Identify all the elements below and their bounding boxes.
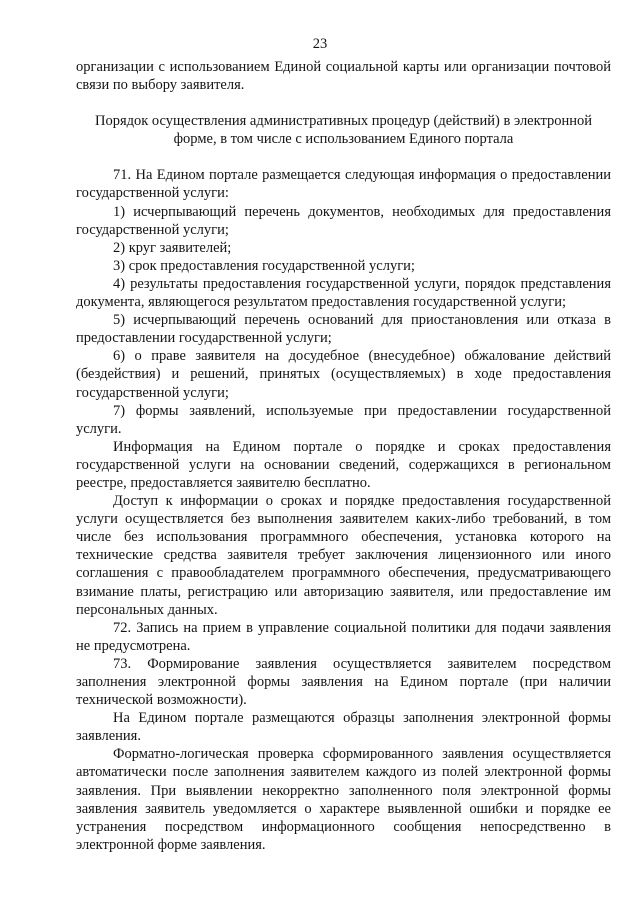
list-item-6: 6) о праве заявителя на досудебное (внесудебное) обжалование действий (бездействия) и решений, принятых (осуществляемых) в ходе предоставления государственной услуги; <box>76 348 611 401</box>
page-number: 23 <box>312 36 328 52</box>
paragraph-samples: На Едином портале размещаются образцы заполнения электронной формы заявления. <box>76 710 611 745</box>
paragraph-72: 72. Запись на прием в управление социальной политики для подачи заявления не предусмотрена. <box>76 619 611 654</box>
paragraph-access: Доступ к информации о сроках и порядке предоставления государственной услуги осуществляется без выполнения заявителем каких-либо требований, в том числе без использования программного обеспечения, установка которого на технические средства заявителя требует заключения лицензионного или иного соглашения с правообладателем программного обеспечения, предусматривающего взимание платы, регистрацию или авторизацию заявителя, или предоставление им персональных данных. <box>76 493 611 618</box>
paragraph-73: 73. Формирование заявления осуществляется заявителем посредством заполнения электронной формы заявления на Едином портале (при наличии технической возможности). <box>76 655 611 709</box>
paragraph-71: 71. На Едином портале размещается следующая информация о предоставлении государственной услуги: <box>76 167 611 202</box>
list-item-4: 4) результаты предоставления государственной услуги, порядок представления документа, являющегося результатом предоставления государственной услуги; <box>76 275 611 311</box>
list-item-2: 2) круг заявителей; <box>113 239 232 256</box>
paragraph-validation: Форматно-логическая проверка сформированного заявления осуществляется автоматически после заполнения заявителем каждого из полей электронной формы заявления. При выявлении некорректно заполненного поля электронной формы заявления заявитель уведомляется о характере выявленной ошибки и порядке ее устранения посредством информационного сообщения непосредственно в электронной форме заявления. <box>76 746 611 853</box>
list-item-7: 7) формы заявлений, используемые при предоставлении государственной услуги. <box>76 402 611 437</box>
list-item-1: 1) исчерпывающий перечень документов, необходимых для предоставления государственной услуги; <box>76 203 611 238</box>
document-body <box>76 58 611 854</box>
list-item-3: 3) срок предоставления государственной услуги; <box>113 257 415 274</box>
list-item-5: 5) исчерпывающий перечень оснований для приостановления или отказа в предоставлении государственной услуги; <box>76 312 611 347</box>
paragraph-continuation: организации с использованием Единой социальной карты или организации почтовой связи по выбору заявителя. <box>76 59 611 94</box>
paragraph-info-free: Информация на Едином портале о порядке и сроках предоставления государственной услуги на основании сведений, содержащихся в региональном реестре, предоставляется заявителю бесплатно. <box>76 438 611 491</box>
section-heading: Порядок осуществления административных процедур (действий) в электронной форме, в том числе с использованием Единого портала <box>94 113 593 148</box>
